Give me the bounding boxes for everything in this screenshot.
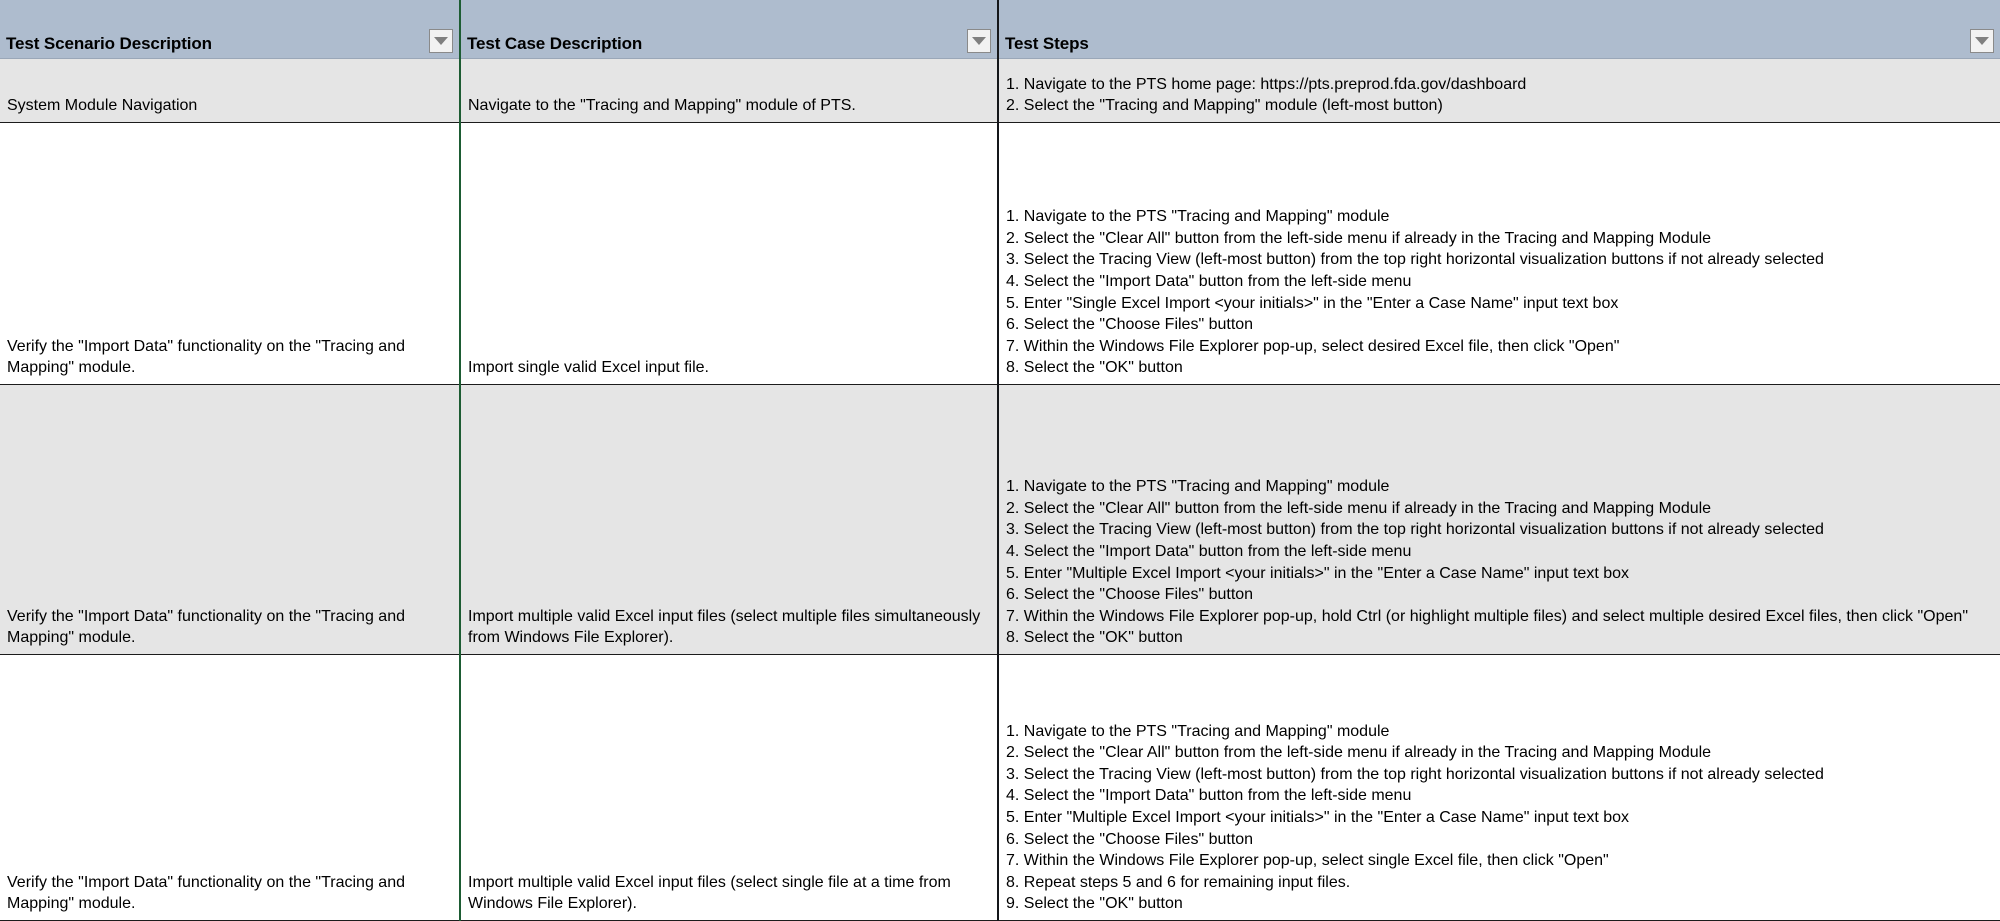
test-step-line: 1. Navigate to the PTS "Tracing and Mapping" module — [1006, 478, 1390, 496]
table-row[interactable] — [0, 655, 2000, 921]
cell-text: Import multiple valid Excel input files (select single file at a time from Windows File Explorer). — [468, 873, 951, 913]
test-step-line: 2. Select the "Clear All" button from the left-side menu if already in the Tracing and Mapping Module — [1006, 229, 1712, 247]
column-header-test-scenario-description[interactable] — [0, 0, 460, 59]
test-step-line: 7. Within the Windows File Explorer pop-up, select desired Excel file, then click "Open" — [1006, 337, 1620, 355]
test-step-line: 3. Select the Tracing View (left-most button) from the top right horizontal visualization buttons if not already selected — [1006, 765, 1824, 783]
table-row[interactable] — [0, 385, 2000, 655]
cell-text — [999, 714, 2000, 920]
test-step-line: 2. Select the "Clear All" button from the left-side menu if already in the Tracing and Mapping Module — [1006, 499, 1712, 517]
cell-test-steps[interactable] — [998, 385, 2000, 655]
table-body — [0, 59, 2000, 921]
cell-text: System Module Navigation — [7, 97, 198, 115]
test-step-line: 4. Select the "Import Data" button from the left-side menu — [1006, 787, 1412, 805]
cell-test-scenario-description[interactable] — [0, 655, 460, 921]
column-header-label: Test Steps — [1005, 34, 1089, 53]
test-step-line: 3. Select the Tracing View (left-most button) from the top right horizontal visualization buttons if not already selected — [1006, 251, 1824, 269]
cell-test-case-description[interactable] — [460, 385, 998, 655]
cell-test-case-description[interactable] — [460, 655, 998, 921]
chevron-down-icon — [1975, 37, 1989, 45]
test-step-line: 3. Select the Tracing View (left-most button) from the top right horizontal visualization buttons if not already selected — [1006, 521, 1824, 539]
cell-test-steps[interactable] — [998, 59, 2000, 123]
cell-test-steps[interactable] — [998, 655, 2000, 921]
chevron-down-icon — [434, 37, 448, 45]
test-step-line: 8. Select the "OK" button — [1006, 629, 1183, 647]
table-row[interactable] — [0, 59, 2000, 123]
test-step-line: 2. Select the "Clear All" button from the left-side menu if already in the Tracing and Mapping Module — [1006, 744, 1712, 762]
test-step-line: 5. Enter "Multiple Excel Import <your initials>" in the "Enter a Case Name" input text box — [1006, 809, 1630, 827]
test-step-line: 1. Navigate to the PTS home page: https://pts.preprod.fda.gov/dashboard — [1006, 75, 1527, 93]
column-header-test-steps[interactable] — [998, 0, 2000, 59]
column-header-label: Test Case Description — [467, 34, 643, 53]
cell-test-steps[interactable] — [998, 123, 2000, 385]
test-step-line: 6. Select the "Choose Files" button — [1006, 830, 1254, 848]
test-step-line: 2. Select the "Tracing and Mapping" module (left-most button) — [1006, 97, 1443, 115]
cell-text — [999, 67, 2000, 122]
test-step-line: 7. Within the Windows File Explorer pop-up, hold Ctrl (or highlight multiple files) and select multiple desired Excel files, then click "Open" — [1006, 607, 1968, 625]
test-step-line: 1. Navigate to the PTS "Tracing and Mapping" module — [1006, 722, 1390, 740]
cell-text: Verify the "Import Data" functionality on the "Tracing and Mapping" module. — [7, 337, 405, 377]
test-step-line: 5. Enter "Multiple Excel Import <your initials>" in the "Enter a Case Name" input text box — [1006, 564, 1630, 582]
cell-text: Import single valid Excel input file. — [468, 359, 709, 377]
test-step-line: 8. Repeat steps 5 and 6 for remaining input files. — [1006, 873, 1351, 891]
table-row[interactable] — [0, 123, 2000, 385]
cell-text: Verify the "Import Data" functionality on the "Tracing and Mapping" module. — [7, 873, 405, 913]
cell-text — [999, 469, 2000, 654]
test-step-line: 6. Select the "Choose Files" button — [1006, 586, 1254, 604]
cell-test-case-description[interactable] — [460, 123, 998, 385]
test-step-line: 6. Select the "Choose Files" button — [1006, 316, 1254, 334]
column-header-test-case-description[interactable] — [460, 0, 998, 59]
column-header-label: Test Scenario Description — [6, 34, 212, 53]
filter-dropdown-icon-case[interactable] — [967, 29, 991, 53]
test-step-line: 8. Select the "OK" button — [1006, 359, 1183, 377]
cell-text — [999, 199, 2000, 384]
cell-text: Navigate to the "Tracing and Mapping" module of PTS. — [468, 97, 856, 115]
test-step-line: 7. Within the Windows File Explorer pop-up, select single Excel file, then click "Open" — [1006, 852, 1609, 870]
table-header-row — [0, 0, 2000, 59]
cell-test-scenario-description[interactable] — [0, 59, 460, 123]
cell-test-scenario-description[interactable] — [0, 123, 460, 385]
cell-text: Import multiple valid Excel input files (select multiple files simultaneously from Windows File Explorer). — [468, 607, 981, 647]
test-step-line: 9. Select the "OK" button — [1006, 895, 1183, 913]
test-step-line: 4. Select the "Import Data" button from the left-side menu — [1006, 273, 1412, 291]
test-step-line: 4. Select the "Import Data" button from the left-side menu — [1006, 543, 1412, 561]
cell-test-case-description[interactable] — [460, 59, 998, 123]
cell-test-scenario-description[interactable] — [0, 385, 460, 655]
test-step-line: 1. Navigate to the PTS "Tracing and Mapping" module — [1006, 208, 1390, 226]
filter-dropdown-icon-steps[interactable] — [1970, 29, 1994, 53]
cell-text: Verify the "Import Data" functionality on the "Tracing and Mapping" module. — [7, 607, 405, 647]
filter-dropdown-icon-scenario[interactable] — [429, 29, 453, 53]
test-step-line: 5. Enter "Single Excel Import <your initials>" in the "Enter a Case Name" input text box — [1006, 294, 1619, 312]
chevron-down-icon — [972, 37, 986, 45]
